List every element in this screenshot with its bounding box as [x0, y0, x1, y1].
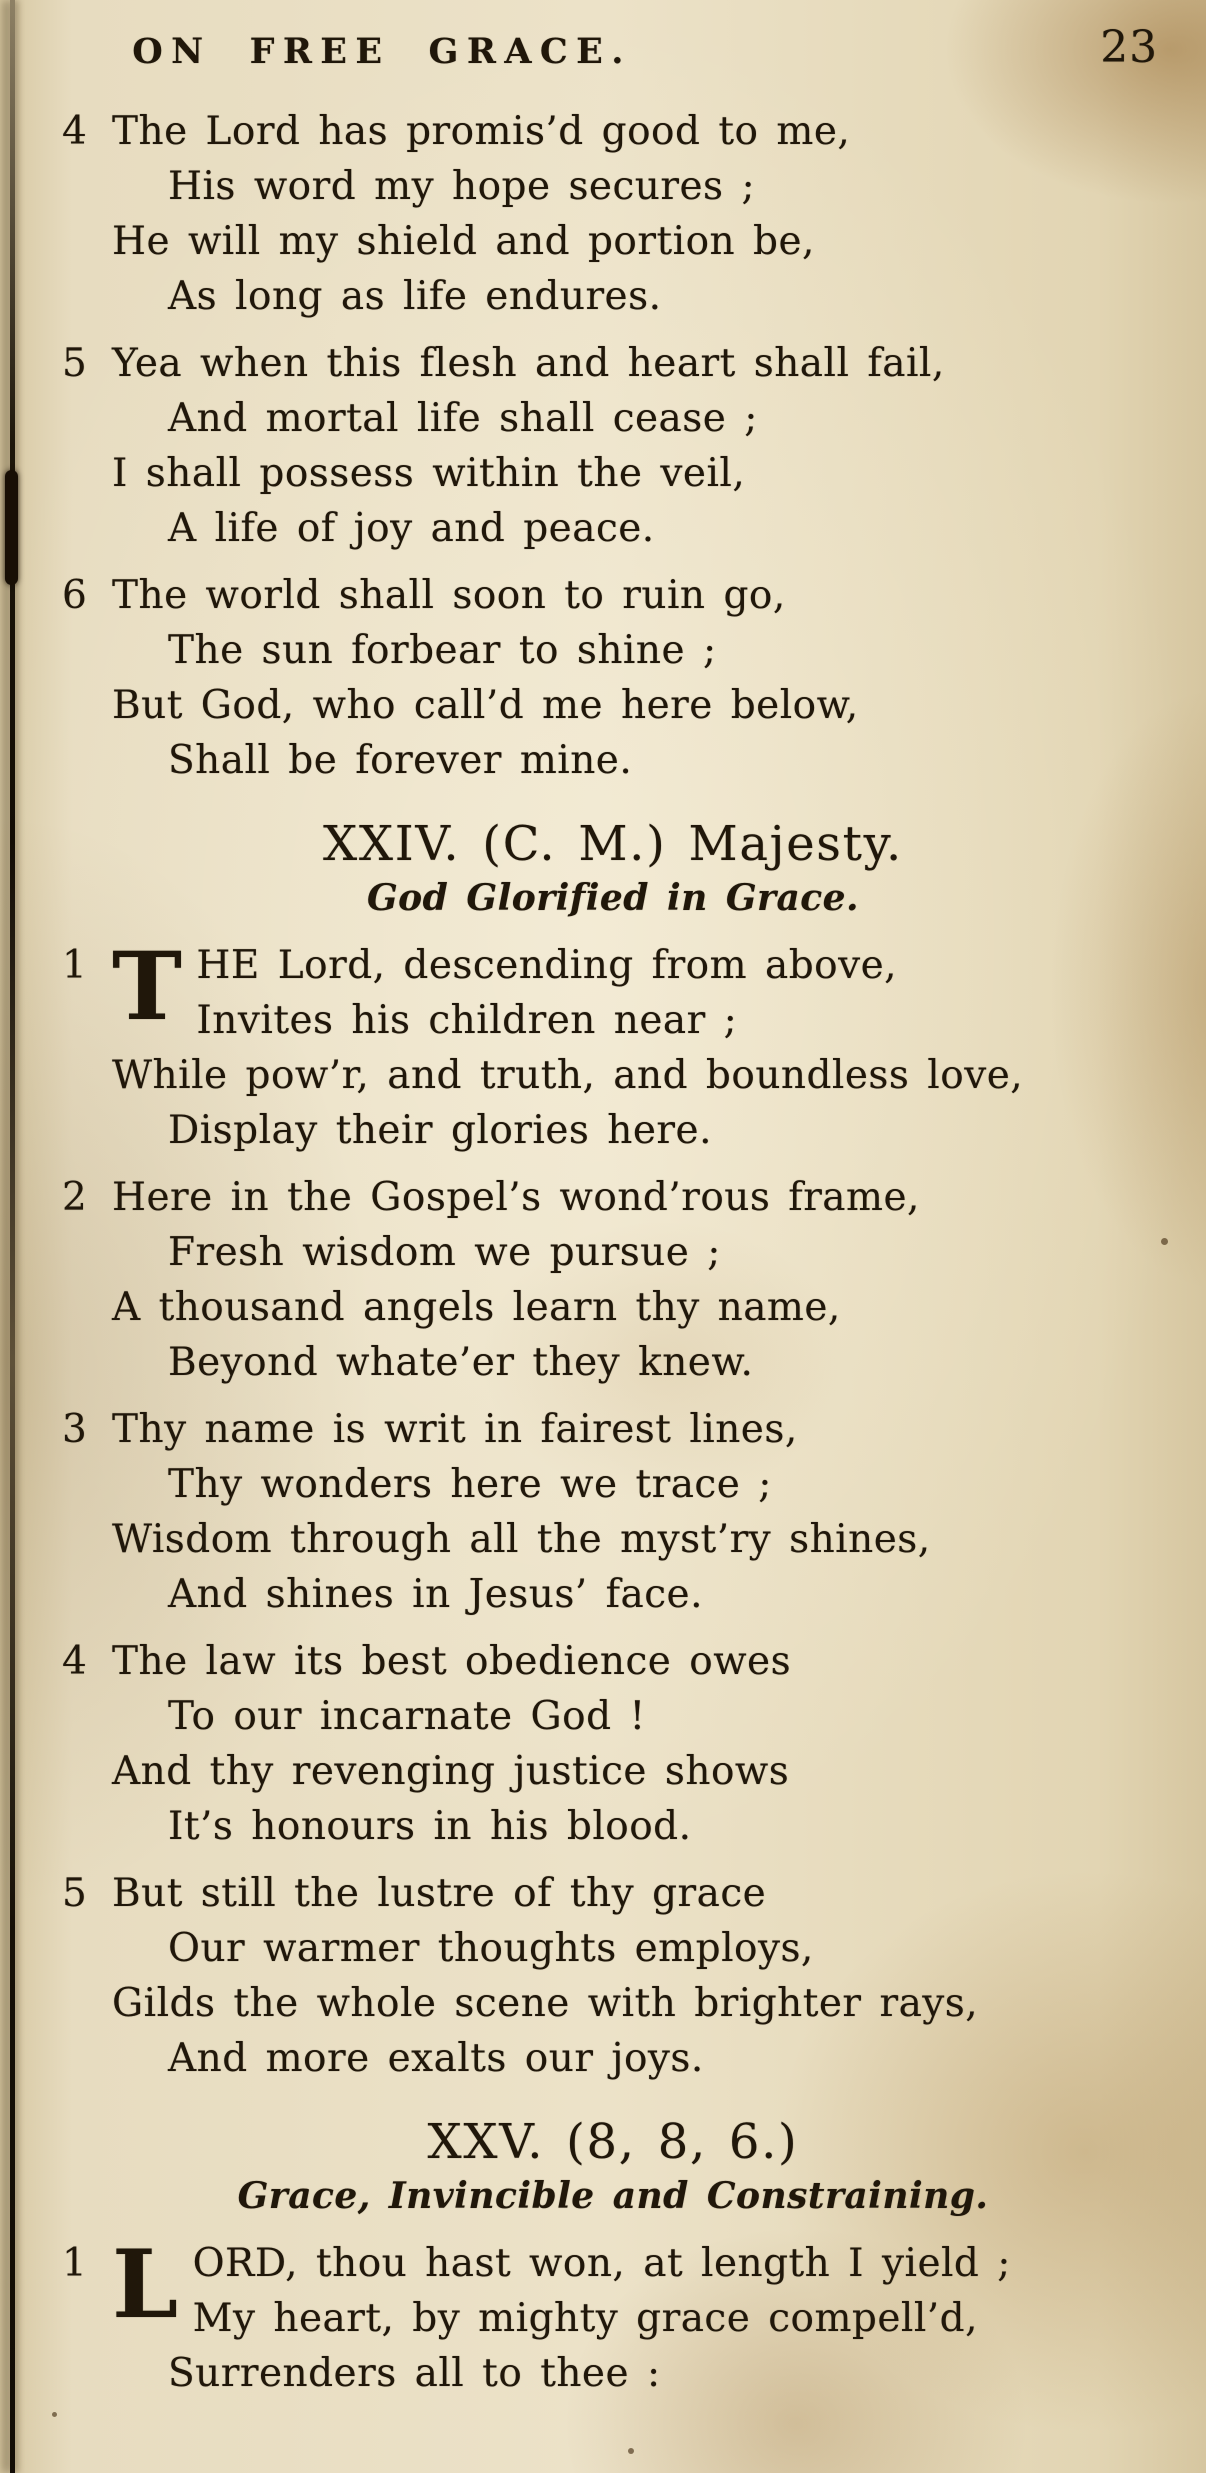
dropcap-letter: T — [112, 932, 183, 1042]
verse-line: He will my shield and portion be, — [112, 219, 815, 264]
verse-number: 5 — [62, 341, 88, 386]
verse-line: A thousand angels learn thy name, — [112, 1285, 841, 1330]
ink-speck — [628, 2448, 634, 2454]
verse-line: I shall possess within the veil, — [112, 451, 746, 496]
verse-line: Invites his children near ; — [196, 998, 738, 1043]
verse-number: 5 — [62, 1871, 88, 1916]
hymn-xxiv-section — [62, 816, 1164, 2086]
verse-line: And shines in Jesus’ face. — [168, 1572, 703, 1617]
verse — [62, 1634, 1164, 1854]
verse-line: Surrenders all to thee : — [168, 2351, 661, 2396]
verse-line: Gilds the whole scene with brighter rays, — [112, 1981, 979, 2026]
hymn-continued-section — [62, 104, 1164, 788]
page-header — [62, 24, 1164, 82]
verse-line: Display their glories here. — [168, 1108, 712, 1153]
verse — [62, 1866, 1164, 2086]
verse-line: The world shall soon to ruin go, — [112, 573, 786, 618]
verse-line: And mortal life shall cease ; — [168, 396, 758, 441]
verse-line: The Lord has promis’d good to me, — [112, 109, 851, 154]
verse-line: And thy revenging justice shows — [112, 1749, 790, 1794]
verse-line: To our incarnate God ! — [168, 1694, 646, 1739]
hymn-subtitle: God Glorified in Grace. — [366, 877, 860, 919]
verse-number: 2 — [62, 1175, 88, 1220]
ink-speck — [52, 2412, 57, 2417]
verse-number: 6 — [62, 573, 88, 618]
running-title: ON FREE GRACE. — [132, 31, 632, 72]
verse-line: HE Lord, descending from above, — [196, 943, 898, 988]
verse — [62, 932, 1164, 1158]
verse-line: But God, who call’d me here below, — [112, 683, 859, 728]
verse-number: 4 — [62, 109, 88, 154]
verse-line: And more exalts our joys. — [168, 2036, 704, 2081]
hymn-xxv-section — [62, 2114, 1164, 2401]
verse — [62, 1402, 1164, 1622]
verse-number: 4 — [62, 1639, 88, 1684]
page-number: 23 — [1100, 22, 1158, 73]
verse-number: 3 — [62, 1407, 88, 1452]
verse-line: Our warmer thoughts employs, — [168, 1926, 814, 1971]
verse-line: Yea when this flesh and heart shall fail, — [112, 341, 945, 386]
verse-line: The law its best obedience owes — [112, 1639, 792, 1684]
verse — [62, 1170, 1164, 1390]
verse — [62, 104, 1164, 324]
verse-line: It’s honours in his blood. — [168, 1804, 692, 1849]
verse — [62, 2230, 1164, 2401]
verse-line: As long as life endures. — [168, 274, 662, 319]
verse-line: Beyond whate’er they knew. — [168, 1340, 754, 1385]
hymn-heading: XXIV. (C. M.) Majesty. — [323, 816, 903, 872]
verse-line: Wisdom through all the myst’ry shines, — [112, 1517, 931, 1562]
verse-number: 1 — [62, 943, 88, 988]
verse — [62, 568, 1164, 788]
verse-line: His word my hope secures ; — [168, 164, 756, 209]
verse-line: Thy name is writ in fairest lines, — [112, 1407, 798, 1452]
verse-number: 1 — [62, 2241, 88, 2286]
hymn-heading: XXV. (8, 8, 6.) — [427, 2114, 799, 2170]
verse-line: Here in the Gospel’s wond’rous frame, — [112, 1175, 920, 1220]
verse-line: ORD, thou hast won, at length I yield ; — [192, 2241, 1011, 2286]
verse-line: My heart, by mighty grace compell’d, — [192, 2296, 978, 2341]
verse-line: But still the lustre of thy grace — [112, 1871, 767, 1916]
verse-line: While pow’r, and truth, and boundless love, — [112, 1053, 1024, 1098]
hymn-subtitle: Grace, Invincible and Constraining. — [237, 2175, 989, 2217]
verse — [62, 336, 1164, 556]
dropcap-letter: L — [112, 2230, 179, 2340]
verse-line: Fresh wisdom we pursue ; — [168, 1230, 721, 1275]
verse-line: The sun forbear to shine ; — [168, 628, 717, 673]
verse-line: A life of joy and peace. — [168, 506, 655, 551]
verse-line: Shall be forever mine. — [168, 738, 633, 783]
verse-line: Thy wonders here we trace ; — [168, 1462, 772, 1507]
